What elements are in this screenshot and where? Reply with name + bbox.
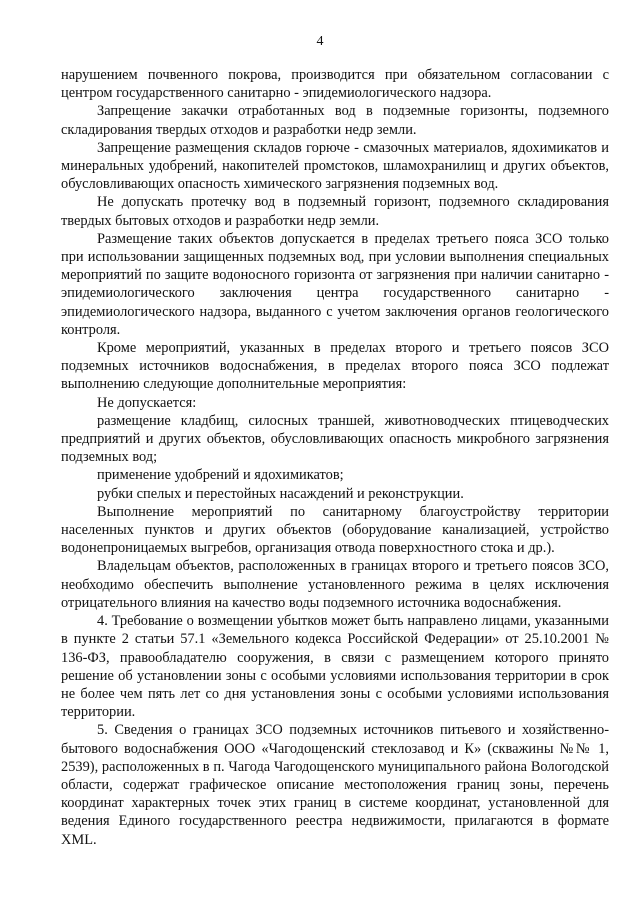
paragraph-third-belt: Размещение таких объектов допускается в пределах третьего пояса ЗСО только при использовании защищенных подземных вод, при условии выполнения специальных мероприятий по защите водоносного горизонта от загрязнения при наличии санитарно - эпидемиологического заключения центра государственного санитарно - эпидемиологического надзора, выданного с учетом заключения органов геологического контроля. bbox=[61, 230, 609, 338]
paragraph-second-belt-measures: Кроме мероприятий, указанных в пределах второго и третьего поясов ЗСО подземных источников водоснабжения, в пределах второго пояса ЗСО подлежат выполнению следующие дополнительные мероприятия: bbox=[61, 340, 609, 393]
page-number: 4 bbox=[316, 34, 324, 49]
body-text bbox=[61, 66, 609, 849]
paragraph-owners: Владельцам объектов, расположенных в границах второго и третьего поясов ЗСО, необходимо обеспечить выполнение установленного режима в целях исключения отрицательного влияния на качество воды подземного источника водоснабжения. bbox=[61, 558, 609, 611]
paragraph-item-5: 5. Сведения о границах ЗСО подземных источников питьевого и хозяйственно-бытового водоснабжения ООО «Чагодощенский стеклозавод и К» (скважины №№ 1, 2539), расположенных в п. Чагода Чагодощенского муниципального района Вологодской области, содержат графическое описание местоположения границ зоны, перечень координат характерных точек этих границ в системе координат, установленной для ведения Единого государственного реестра недвижимости, прилагаются в формате XML. bbox=[61, 722, 609, 848]
paragraph-logging: рубки спелых и перестойных насаждений и реконструкции. bbox=[97, 485, 464, 502]
paragraph-storage-ban: Запрещение размещения складов горюче - смазочных материалов, ядохимикатов и минеральных удобрений, накопителей промстоков, шламохранилищ и других объектов, обусловливающих опасность химического загрязнения подземных вод. bbox=[61, 139, 609, 193]
paragraph-leak-ban: Не допускать протечку вод в подземный горизонт, подземного складирования твердых бытовых отходов и разработки недр земли. bbox=[61, 194, 609, 229]
paragraph-item-4: 4. Требование о возмещении убытков может быть направлено лицами, указанными в пункте 2 статьи 57.1 «Земельного кодекса Российской Федерации» от 25.10.2001 № 136-ФЗ, правообладателю сооружения, в связи с размещением которого принято решение об установлении зоны с особыми условиями использования территории в срок не более чем пять лет со дня установления зоны с особыми условиями использования территории. bbox=[61, 613, 609, 721]
paragraph-continuation: нарушением почвенного покрова, производится при обязательном согласовании с центром государственного санитарно - эпидемиологического надзора. bbox=[61, 67, 609, 102]
paragraph-fertilizers: применение удобрений и ядохимикатов; bbox=[97, 467, 344, 484]
paragraph-injection-ban: Запрещение закачки отработанных вод в подземные горизонты, подземного складирования твердых отходов и разработки недр земли. bbox=[61, 103, 609, 138]
paragraph-sanitation: Выполнение мероприятий по санитарному благоустройству территории населенных пунктов и других объектов (оборудование канализацией, устройство водонепроницаемых выгребов, организация отвода поверхностного стока и др.). bbox=[61, 503, 609, 557]
paragraph-not-allowed: Не допускается: bbox=[97, 394, 197, 411]
paragraph-cemeteries: размещение кладбищ, силосных траншей, животноводческих птицеводческих предприятий и других объектов, обусловливающих опасность микробного загрязнения подземных вод; bbox=[61, 412, 609, 466]
